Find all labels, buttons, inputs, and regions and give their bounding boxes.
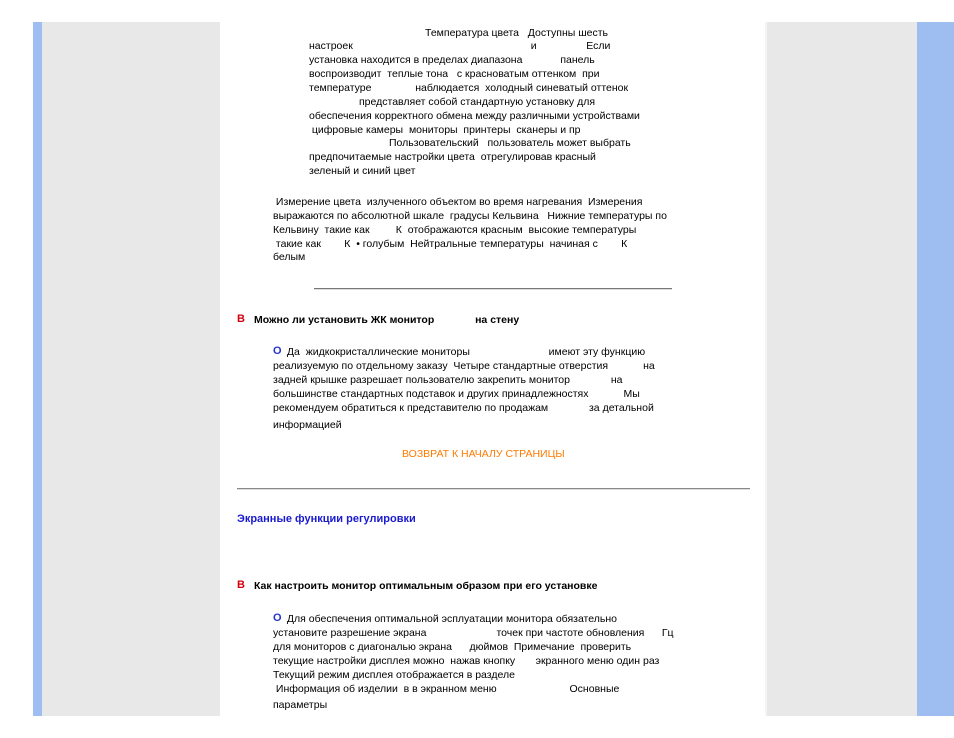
intro-line: настроек и Если [309,40,611,52]
left-blue-margin [33,22,42,716]
question-marker: В [237,313,245,325]
intro-line: предпочитаемые настройки цвета отрегулировав красный [309,151,596,163]
answer-line: задней крышке разрешает пользователю закрепить монитор на [273,374,623,386]
intro-line: установка находится в пределах диапазона панель [309,54,595,66]
measure-line: белым [273,251,306,263]
answer-line: Да жидкокристаллические мониторы имеют эту функцию [284,346,646,358]
answer-line: установите разрешение экрана точек при частоте обновления Гц [273,627,674,639]
intro-line: обеспечения корректного обмена между различными устройствами [309,110,640,122]
intro-line: воспроизводит теплые тона с красноватым оттенком при [309,68,600,80]
measure-line: Кельвину такие как К отображаются красным высокие температуры [273,224,637,236]
intro-line: Пользовательский пользователь может выбрать [389,137,631,149]
answer-line: для мониторов с диагональю экрана дюймов Примечание проверить [273,641,632,653]
answer-marker: О [273,345,282,357]
measure-line: выражаются по абсолютной шкале градусы Кельвина Нижние температуры по [273,210,667,222]
divider-short [314,288,672,290]
question-text: Можно ли установить ЖК монитор на стену [254,314,520,326]
intro-line: температуре наблюдается холодный синеватый оттенок [309,82,629,94]
question-marker: В [237,579,245,591]
back-to-top-link[interactable]: ВОЗВРАТ К НАЧАЛУ СТРАНИЦЫ [402,448,565,460]
measure-line: Измерение цвета излученного объектом во время нагревания Измерения [273,196,643,208]
measure-line: такие как К • голубым Нейтральные температуры начиная с К [273,238,628,250]
left-gray-panel [42,22,220,716]
divider-full [237,488,750,490]
answer-line: параметры [273,699,328,711]
intro-line: цифровые камеры мониторы принтеры сканеры и пр [309,124,581,136]
intro-line: зеленый и синий цвет [309,165,416,177]
answer-line: Текущий режим дисплея отображается в разделе [273,669,515,681]
answer-line: информацией [273,419,342,431]
right-blue-margin [917,22,954,716]
answer-line: текущие настройки дисплея можно нажав кнопку экранного меню один раз [273,655,660,667]
answer-line: реализуемую по отдельному заказу Четыре стандартные отверстия на [273,360,655,372]
answer-line: Информация об изделии в в экранном меню Основные [273,683,620,695]
right-gray-panel [765,22,917,716]
intro-line: Температура цвета Доступны шесть [425,27,608,39]
answer-line: большинстве стандартных подставок и других принадлежностях Мы [273,388,640,400]
answer-line: Для обеспечения оптимальной эсплуатации монитора обязательно [284,613,617,625]
answer-marker: О [273,612,282,624]
question-text: Как настроить монитор оптимальным образом при его установке [254,580,598,592]
intro-line: представляет собой стандартную установку для [359,96,596,108]
answer-line: рекомендуем обратиться к представителю по продажам за детальной [273,402,654,414]
section-title: Экранные функции регулировки [237,513,416,525]
